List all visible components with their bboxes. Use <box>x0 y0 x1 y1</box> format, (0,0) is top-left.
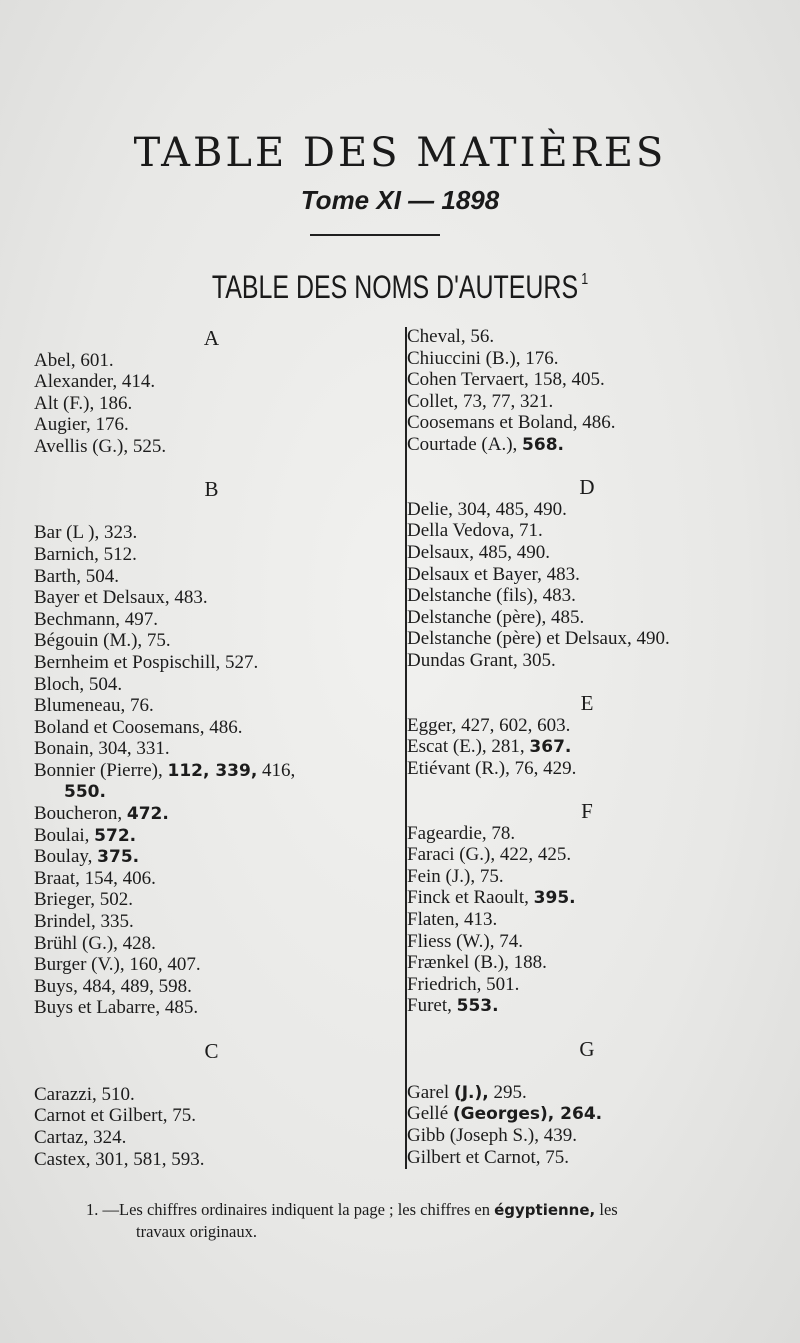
author-entry <box>34 652 389 674</box>
entry-text: Boucheron, <box>34 803 127 825</box>
footnote-line-1 <box>86 1199 766 1221</box>
entry-text: Bégouin (M.), 75. <box>34 630 171 652</box>
author-entry <box>34 587 389 609</box>
author-entry <box>34 630 389 652</box>
entry-text: Boulay, <box>34 846 98 868</box>
spacer <box>34 501 389 523</box>
entry-text: Boulai, <box>34 824 95 846</box>
section-title <box>88 258 712 309</box>
author-entry <box>407 1082 767 1104</box>
footnote-number: 1. <box>86 1200 99 1219</box>
entry-text: Cheval, 56. <box>407 326 495 347</box>
entry-text: Boland et Coosemans, 486. <box>34 716 243 738</box>
entry-text: Carazzi, 510. <box>34 1083 135 1105</box>
entry-text: Alt (F.), 186. <box>34 392 133 414</box>
entry-original-pages: 572. <box>94 825 137 846</box>
entry-text: Fein (J.), 75. <box>407 865 504 887</box>
index-letter: A <box>203 326 220 350</box>
spacer <box>407 1060 767 1082</box>
author-entry <box>407 931 767 953</box>
author-entry <box>34 803 389 825</box>
entry-text: Carnot et Gilbert, 75. <box>34 1105 196 1127</box>
entry-text: Chiuccini (B.), 176. <box>407 347 559 369</box>
author-entry <box>407 326 767 348</box>
entry-text: Castex, 301, 581, 593. <box>34 1148 205 1170</box>
author-entry <box>407 1103 767 1125</box>
author-entry <box>34 976 389 998</box>
author-entry <box>407 995 767 1017</box>
author-entry <box>34 371 389 393</box>
entry-original-pages: (J.), <box>453 1082 489 1103</box>
entry-text: Frænkel (B.), 188. <box>407 952 547 974</box>
entry-text: Bonnier (Pierre), <box>34 759 168 781</box>
entry-text: Delstanche (père) et Delsaux, 490. <box>407 628 670 650</box>
entry-text: Brindel, 335. <box>34 911 134 933</box>
author-entry <box>34 781 389 803</box>
footnote-marker: 1 <box>581 271 589 288</box>
entry-text: Cohen Tervaert, 158, 405. <box>407 369 605 391</box>
section-title-text: TABLE DES NOMS D'AUTEURS <box>211 269 579 305</box>
author-entry <box>407 909 767 931</box>
entry-text: Gibb (Joseph S.), 439. <box>407 1124 577 1146</box>
author-entry <box>34 717 389 739</box>
entry-original-pages: (Georges), 264. <box>452 1104 603 1125</box>
entry-text: Collet, 73, 77, 321. <box>407 390 554 412</box>
footnote <box>86 1199 766 1242</box>
entry-text: Alexander, 414. <box>34 371 156 393</box>
entry-original-pages: 550. <box>64 782 106 803</box>
author-entry <box>407 585 767 607</box>
author-entry <box>407 628 767 650</box>
author-entry <box>34 954 389 976</box>
entry-text: Brieger, 502. <box>34 889 133 911</box>
author-entry <box>407 866 767 888</box>
main-title: TABLE DES MATIÈRES <box>133 130 667 176</box>
author-entry <box>407 412 767 434</box>
entry-text-after: 416, <box>257 759 296 781</box>
author-entry <box>34 911 389 933</box>
entry-text: Delstanche (père), 485. <box>407 606 585 628</box>
author-entry <box>407 391 767 413</box>
author-entry <box>34 1084 389 1106</box>
entry-text: Gellé <box>407 1103 453 1125</box>
author-entry <box>34 674 389 696</box>
left-column <box>34 328 389 1170</box>
entry-text: Bernheim et Pospischill, 527. <box>34 651 259 673</box>
entry-text: Dundas Grant, 305. <box>407 649 556 671</box>
author-entry <box>407 564 767 586</box>
entry-text: Avellis (G.), 525. <box>34 435 167 457</box>
author-entry <box>34 522 389 544</box>
entry-text: Gilbert et Carnot, 75. <box>407 1146 569 1168</box>
author-entry <box>407 1147 767 1169</box>
volume-line: Tome XI — 1898 <box>300 185 500 215</box>
entry-original-pages: 395. <box>533 888 576 909</box>
author-entry <box>407 844 767 866</box>
entry-text: Fliess (W.), 74. <box>407 930 523 952</box>
entry-text: Courtade (A.), <box>407 433 523 455</box>
entry-original-pages: 472. <box>126 804 169 825</box>
entry-text: Bechmann, 497. <box>34 608 159 630</box>
entry-text: Delstanche (fils), 483. <box>407 585 576 607</box>
author-entry <box>34 566 389 588</box>
author-entry <box>34 846 389 868</box>
entry-text: Faraci (G.), 422, 425. <box>407 844 572 866</box>
author-entry <box>407 348 767 370</box>
author-entry <box>34 350 389 372</box>
author-entry <box>407 369 767 391</box>
author-entry <box>407 974 767 996</box>
author-entry <box>34 544 389 566</box>
entry-text-after: 295. <box>488 1081 527 1103</box>
index-letter: F <box>581 799 593 824</box>
author-entry <box>34 1149 389 1171</box>
spacer <box>407 672 767 694</box>
entry-text: Della Vedova, 71. <box>407 520 543 542</box>
entry-text: Etiévant (R.), 76, 429. <box>407 757 577 779</box>
index-letter: G <box>579 1036 595 1061</box>
entry-text: Buys, 484, 489, 598. <box>34 975 192 997</box>
author-entry <box>407 736 767 758</box>
author-entry <box>407 887 767 909</box>
entry-text: Furet, <box>407 995 457 1017</box>
author-entry <box>34 889 389 911</box>
index-letter: C <box>204 1038 219 1063</box>
spacer <box>34 1062 389 1084</box>
author-entry <box>34 609 389 631</box>
entry-text: Friedrich, 501. <box>407 973 520 995</box>
author-entry <box>34 414 389 436</box>
author-entry <box>407 952 767 974</box>
spacer <box>407 456 767 478</box>
spacer <box>34 458 389 480</box>
author-entry <box>34 760 389 782</box>
author-entry <box>34 695 389 717</box>
entry-text: Brühl (G.), 428. <box>34 932 156 954</box>
author-entry <box>407 1125 767 1147</box>
author-entry <box>34 738 389 760</box>
entry-text: Braat, 154, 406. <box>34 867 156 889</box>
footnote-bold-term: égyptienne, <box>494 1201 596 1219</box>
entry-text: Cartaz, 324. <box>34 1126 127 1148</box>
spacer <box>407 779 767 801</box>
author-entry <box>34 436 389 458</box>
author-entry <box>34 393 389 415</box>
author-entry <box>407 823 767 845</box>
entry-text: Buys et Labarre, 485. <box>34 997 199 1019</box>
entry-text: Finck et Raoult, <box>407 887 534 909</box>
entry-text: Bayer et Delsaux, 483. <box>34 587 208 609</box>
entry-text: Blumeneau, 76. <box>34 695 154 717</box>
entry-text: Flaten, 413. <box>407 909 498 931</box>
author-entry <box>407 758 767 780</box>
entry-original-pages: 568. <box>522 434 564 455</box>
entry-text: Escat (E.), 281, <box>407 736 530 758</box>
entry-text: Augier, 176. <box>34 414 129 436</box>
index-letter: E <box>580 691 594 716</box>
entry-text: Bonain, 304, 331. <box>34 738 170 760</box>
entry-text: Garel <box>407 1081 454 1103</box>
index-letter: D <box>579 475 595 500</box>
spacer <box>34 1019 389 1041</box>
author-entry <box>407 650 767 672</box>
entry-original-pages: 553. <box>456 996 499 1017</box>
author-entry <box>34 997 389 1019</box>
entry-text: Egger, 427, 602, 603. <box>407 714 571 736</box>
spacer <box>407 1017 767 1039</box>
author-entry <box>34 1105 389 1127</box>
entry-text: Barth, 504. <box>34 565 119 587</box>
entry-text: Coosemans et Boland, 486. <box>407 412 616 434</box>
author-entry <box>34 868 389 890</box>
entry-text: Delsaux et Bayer, 483. <box>407 563 580 585</box>
entry-text: Fageardie, 78. <box>407 822 516 844</box>
entry-original-pages: 112, 339, <box>167 760 258 781</box>
entry-original-pages: 367. <box>529 737 572 758</box>
author-entry <box>407 542 767 564</box>
entry-text: Bloch, 504. <box>34 673 123 695</box>
entry-text: Abel, 601. <box>34 349 114 371</box>
author-entry <box>407 520 767 542</box>
author-entry <box>34 825 389 847</box>
entry-text: Burger (V.), 160, 407. <box>34 954 201 976</box>
author-entry <box>407 715 767 737</box>
footnote-dash: — <box>98 1200 119 1219</box>
footnote-line-2: travaux originaux. <box>136 1222 257 1241</box>
author-entry <box>407 434 767 456</box>
author-entry <box>407 607 767 629</box>
index-letter: B <box>204 477 219 502</box>
right-column <box>407 326 767 1168</box>
entry-text: Delie, 304, 485, 490. <box>407 498 567 520</box>
author-entry <box>407 499 767 521</box>
footnote-text-end: les <box>595 1200 618 1219</box>
footnote-text: Les chiffres ordinaires indiquent la page ; les chiffres en <box>119 1200 495 1219</box>
title-rule <box>310 234 440 236</box>
entry-original-pages: 375. <box>97 847 140 868</box>
entry-text: Delsaux, 485, 490. <box>407 541 551 563</box>
entry-text: Barnich, 512. <box>34 543 137 565</box>
author-entry <box>34 1127 389 1149</box>
entry-text: Bar (L ), 323. <box>34 522 138 544</box>
author-entry <box>34 933 389 955</box>
